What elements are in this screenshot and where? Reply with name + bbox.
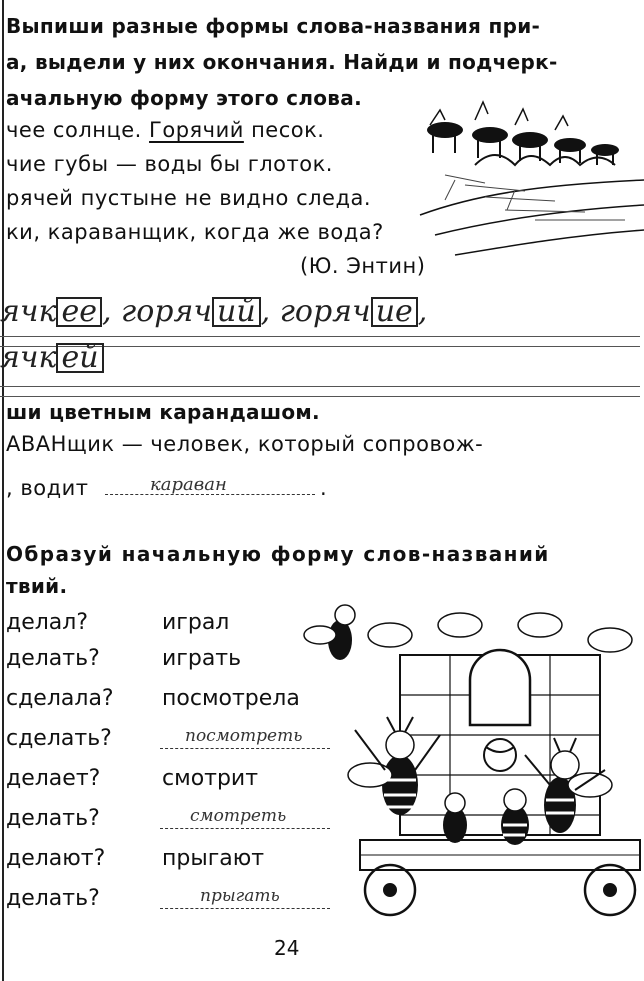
- verb-form: прыгают: [162, 846, 265, 871]
- poem-underlined-word: Горячий: [149, 118, 244, 142]
- ruled-line: [0, 396, 640, 397]
- question-word: делал?: [6, 610, 89, 635]
- poem-line-1-a: чее солнце.: [6, 118, 142, 142]
- ruled-line: [0, 386, 640, 387]
- question-word: делают?: [6, 846, 106, 871]
- poem-author: (Ю. Энтин): [300, 254, 426, 278]
- handwritten-answer-line-2: [0, 340, 104, 375]
- poem-line-1-b: песок.: [251, 118, 325, 142]
- poem-line-4: ки, караванщик, когда же вода?: [6, 220, 384, 244]
- verb-form: смотрит: [162, 766, 259, 791]
- answer-stem: ячк: [0, 340, 57, 375]
- bees-on-cart-illustration: [300, 595, 644, 925]
- ex3-instruction-line-1: Образуй начальную форму слов-названий: [6, 542, 550, 566]
- page-number: 24: [274, 936, 300, 960]
- verb-form: играл: [162, 610, 230, 635]
- poem-line-3: рячей пустыне не видно следа.: [6, 186, 372, 210]
- question-word: делать?: [6, 646, 100, 671]
- page-edge: [2, 0, 4, 981]
- ex1-instruction-line-2: а, выдели у них окончания. Найди и подчерк-: [6, 50, 558, 74]
- ex1-instruction-line-1: Выпиши разные формы слова-названия при-: [6, 14, 541, 38]
- ruled-line: [0, 336, 640, 337]
- ex2-instruction: ши цветным карандашом.: [6, 400, 320, 424]
- ex2-handwritten-answer: караван: [150, 474, 227, 495]
- ending-box: ее: [56, 297, 102, 327]
- handwritten-answer-line-1: ячк ее , горяч ий , горяч ие ,: [0, 294, 428, 329]
- ending-box: ей: [56, 343, 103, 373]
- question-word: делать?: [6, 886, 100, 911]
- poem-line-2: чие губы — воды бы глоток.: [6, 152, 333, 176]
- ex2-definition-period: .: [320, 476, 328, 500]
- question-word: сделать?: [6, 726, 112, 751]
- handwritten-answer: смотреть: [190, 806, 287, 826]
- camel-caravan-illustration: [415, 85, 644, 260]
- answer-stem: горяч: [121, 294, 212, 329]
- ex2-definition-line-1: АВАНщик — человек, который сопровож-: [6, 432, 484, 456]
- ex1-instruction-line-3: ачальную форму этого слова.: [6, 86, 362, 110]
- question-word: делать?: [6, 806, 100, 831]
- verb-form: посмотрела: [162, 686, 300, 711]
- ending-box: ий: [212, 297, 261, 327]
- poem-line-1: [6, 118, 324, 142]
- handwritten-answer: прыгать: [200, 886, 280, 906]
- question-word: делает?: [6, 766, 101, 791]
- answer-stem: горяч: [279, 294, 371, 329]
- verb-form: играть: [162, 646, 242, 671]
- ex2-definition-line-2-prefix: , водит: [6, 476, 89, 500]
- answer-stem: ячк: [0, 294, 57, 329]
- ex3-instruction-line-2: твий.: [6, 574, 68, 598]
- ending-box: ие: [371, 297, 418, 327]
- handwritten-answer: посмотреть: [185, 726, 303, 746]
- question-word: сделала?: [6, 686, 114, 711]
